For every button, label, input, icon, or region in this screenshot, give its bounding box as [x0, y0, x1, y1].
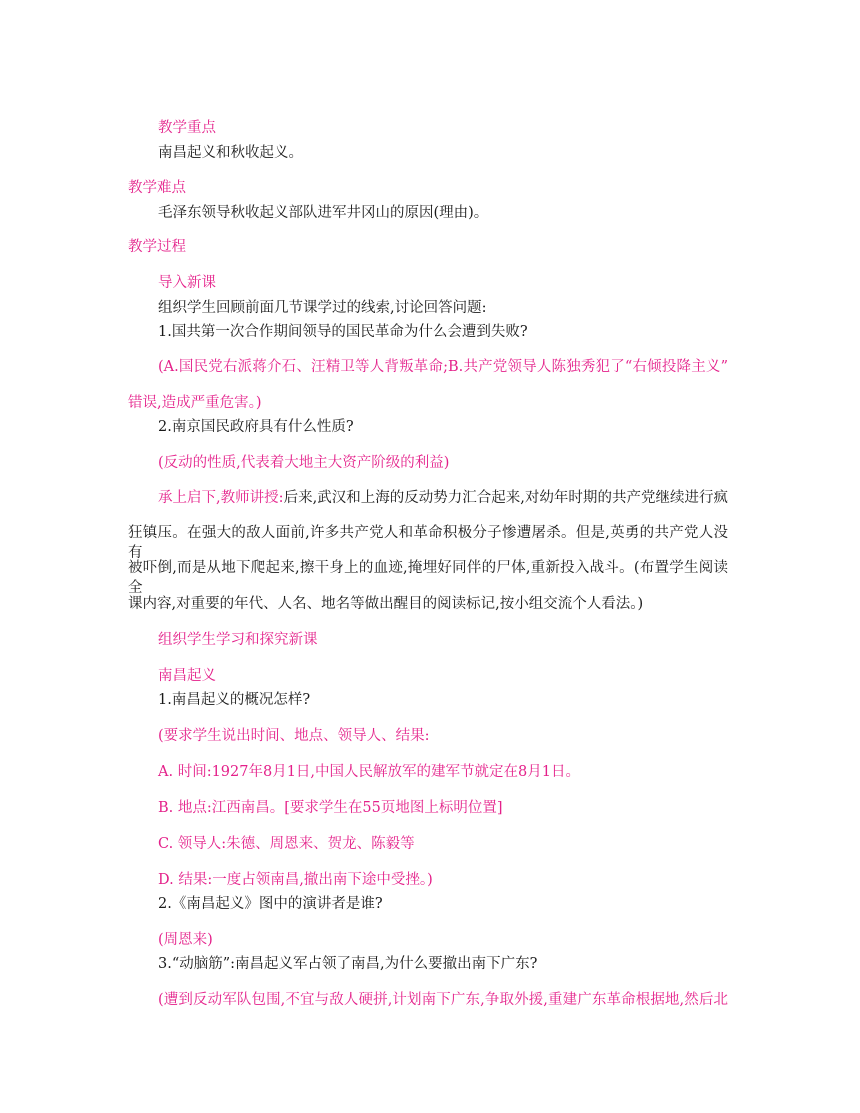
answer-nanchang-intro: (要求学生说出时间、地点、领导人、结果: — [158, 728, 430, 744]
answer-nanchang-2: (周恩来) — [158, 932, 213, 948]
answer-2: (反动的性质,代表着大地主大资产阶级的利益) — [158, 455, 450, 471]
answer-nanchang-d: D. 结果:一度占领南昌,撤出南下途中受挫。) — [158, 872, 433, 888]
lecture-line-4: 课内容,对重要的年代、人名、地名等做出醒目的阅读标记,按小组交流个人看法。) — [128, 596, 644, 612]
lecture-line-3: 被吓倒,而是从地下爬起来,擦干身上的血迹,掩埋好同伴的尸体,重新投入战斗。(布置学生阅读全 — [128, 560, 728, 596]
answer-nanchang-c: C. 领导人:朱德、周恩来、贺龙、陈毅等 — [158, 836, 415, 852]
lecture-line-1-text: 后来,武汉和上海的反动势力汇合起来,对幼年时期的共产党继续进行疯 — [283, 490, 728, 506]
heading-process: 教学过程 — [128, 239, 186, 255]
intro-text: 组织学生回顾前面几节课学过的线索,讨论回答问题: — [158, 300, 487, 316]
answer-nanchang-b: B. 地点:江西南昌。[要求学生在55页地图上标明位置] — [158, 800, 503, 816]
answer-1-line-1: (A.国民党右派蒋介石、汪精卫等人背叛革命;B.共产党领导人陈独秀犯了“右倾投降主义” — [158, 359, 728, 375]
answer-1-line-2: 错误,造成严重危害。) — [128, 395, 262, 411]
question-1: 1.国共第一次合作期间领导的国民革命为什么会遭到失败? — [158, 324, 528, 340]
heading-difficulties: 教学难点 — [128, 180, 186, 196]
question-nanchang-3: 3.“动脑筋”:南昌起义军占领了南昌,为什么要撤出南下广东? — [158, 956, 538, 972]
heading-key-points: 教学重点 — [158, 120, 216, 136]
question-nanchang-2: 2.《南昌起义》图中的演讲者是谁? — [158, 896, 383, 912]
answer-nanchang-3: (遭到反动军队包围,不宜与敌人硬拼,计划南下广东,争取外援,重建广东革命根据地,然后北 — [158, 992, 728, 1008]
question-nanchang-1: 1.南昌起义的概况怎样? — [158, 692, 311, 708]
heading-nanchang: 南昌起义 — [158, 668, 216, 684]
heading-intro: 导入新课 — [158, 275, 216, 291]
question-2: 2.南京国民政府具有什么性质? — [158, 419, 354, 435]
lecture-line-1 — [158, 488, 728, 508]
lecture-line-2: 狂镇压。在强大的敌人面前,许多共产党人和革命积极分子惨遭屠杀。但是,英勇的共产党人没有 — [128, 525, 728, 561]
heading-new-lesson: 组织学生学习和探究新课 — [158, 632, 318, 648]
difficulties-text: 毛泽东领导秋收起义部队进军井冈山的原因(理由)。 — [158, 205, 489, 221]
lecture-lead: 承上启下,教师讲授: — [158, 490, 284, 506]
answer-nanchang-a: A. 时间:1927年8月1日,中国人民解放军的建军节就定在8月1日。 — [158, 764, 580, 780]
key-points-text: 南昌起义和秋收起义。 — [158, 145, 303, 161]
